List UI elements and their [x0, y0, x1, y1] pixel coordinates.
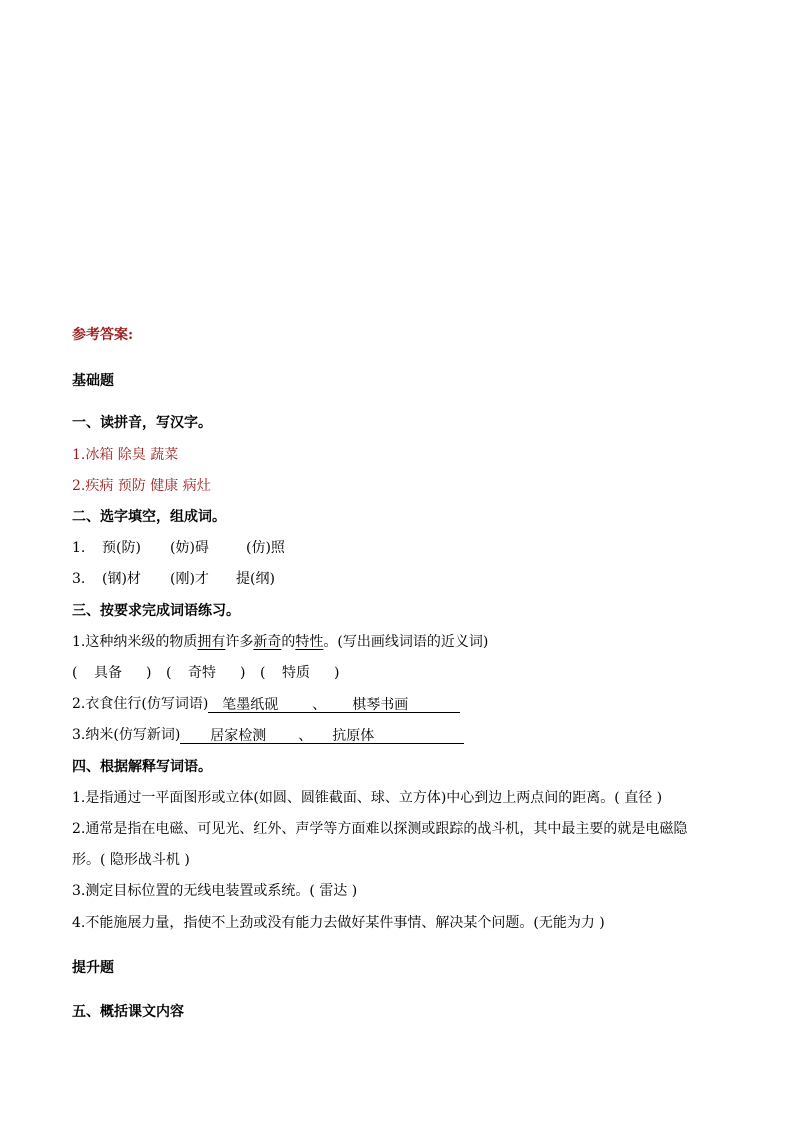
q1-answer-line-1: 1.冰箱 除臭 蔬菜 — [72, 447, 179, 463]
answer-blank: 抗原体 — [332, 727, 464, 744]
section-advanced-heading: 提升题 — [72, 960, 114, 976]
paren: ( — [260, 665, 266, 681]
paren: ) — [334, 665, 340, 681]
q2-word: (妨)碍 — [170, 540, 209, 556]
paren: ( — [72, 665, 78, 681]
q2-answer-row-2 — [72, 570, 275, 588]
q4-title: 四、根据解释写词语。 — [72, 759, 212, 775]
q3-sentence-1 — [72, 633, 488, 651]
q1-title: 一、读拼音，写汉字。 — [72, 415, 212, 431]
q4-line-4: 4.不能施展力量，指使不上劲或没有能力去做好某件事情、解决某个问题。(无能为力 ) — [72, 915, 605, 931]
q3-title: 三、按要求完成词语练习。 — [72, 603, 240, 619]
q3-sentence-3 — [72, 726, 464, 744]
q3-underlined-word: 新奇 — [253, 634, 282, 650]
paren: ( — [166, 665, 172, 681]
q2-word: 预(防) — [102, 540, 141, 556]
answer-blank: 棋琴书画 — [340, 696, 460, 713]
q2-word: (钢)材 — [102, 571, 141, 587]
q3-text: 的 — [281, 634, 296, 650]
q2-title: 二、选字填空，组成词。 — [72, 509, 226, 525]
q4-line-2a: 2.通常是指在电磁、可见光、红外、声学等方面难以探测或跟踪的战斗机，其中最主要的就是电磁隐 — [72, 821, 688, 837]
q3-text: 1.这种纳米级的物质 — [72, 634, 198, 650]
q3-text: 。(写出画线词语的近义词) — [323, 634, 489, 650]
synonym-answer: 具备 — [94, 665, 122, 681]
q4-line-1: 1.是指通过一平面图形或立体(如圆、圆锥截面、球、立方体)中心到边上两点间的距离。( 直径 ) — [72, 790, 663, 806]
answer-blank: 居家检测 — [180, 727, 298, 744]
answer-separator: 、 — [312, 696, 340, 713]
synonym-answer: 奇特 — [188, 665, 216, 681]
section-basic-heading: 基础题 — [72, 373, 114, 389]
q3-underlined-word: 特性 — [295, 634, 324, 650]
q2-word: (仿)照 — [246, 540, 285, 556]
paren: ) — [146, 665, 152, 681]
q2-word: (刚)才 — [170, 571, 209, 587]
q4-line-2b: 形。( 隐形战斗机 ) — [72, 852, 190, 868]
q5-title: 五、概括课文内容 — [72, 1004, 184, 1020]
q3-sentence-2 — [72, 695, 460, 713]
q3-underlined-word: 拥有 — [197, 634, 226, 650]
q2-answer-row-1 — [72, 539, 285, 557]
q3-text: 3.纳米(仿写新词) — [72, 727, 181, 743]
q2-num: 1. — [72, 540, 86, 556]
q3-text: 许多 — [225, 634, 254, 650]
q1-answer-line-2: 2.疾病 预防 健康 病灶 — [72, 478, 211, 494]
q2-word: 提(纲) — [236, 571, 275, 587]
q3-answer-1 — [72, 664, 339, 682]
paren: ) — [240, 665, 246, 681]
synonym-answer: 特质 — [282, 665, 310, 681]
q2-num: 3. — [72, 571, 86, 587]
q3-text: 2.衣食住行(仿写词语) — [72, 696, 209, 712]
q4-line-3: 3.测定目标位置的无线电装置或系统。( 雷达 ) — [72, 883, 358, 899]
answer-separator: 、 — [298, 727, 332, 744]
answers-heading: 参考答案: — [72, 327, 134, 343]
answer-blank: 笔墨纸砚 — [208, 696, 312, 713]
